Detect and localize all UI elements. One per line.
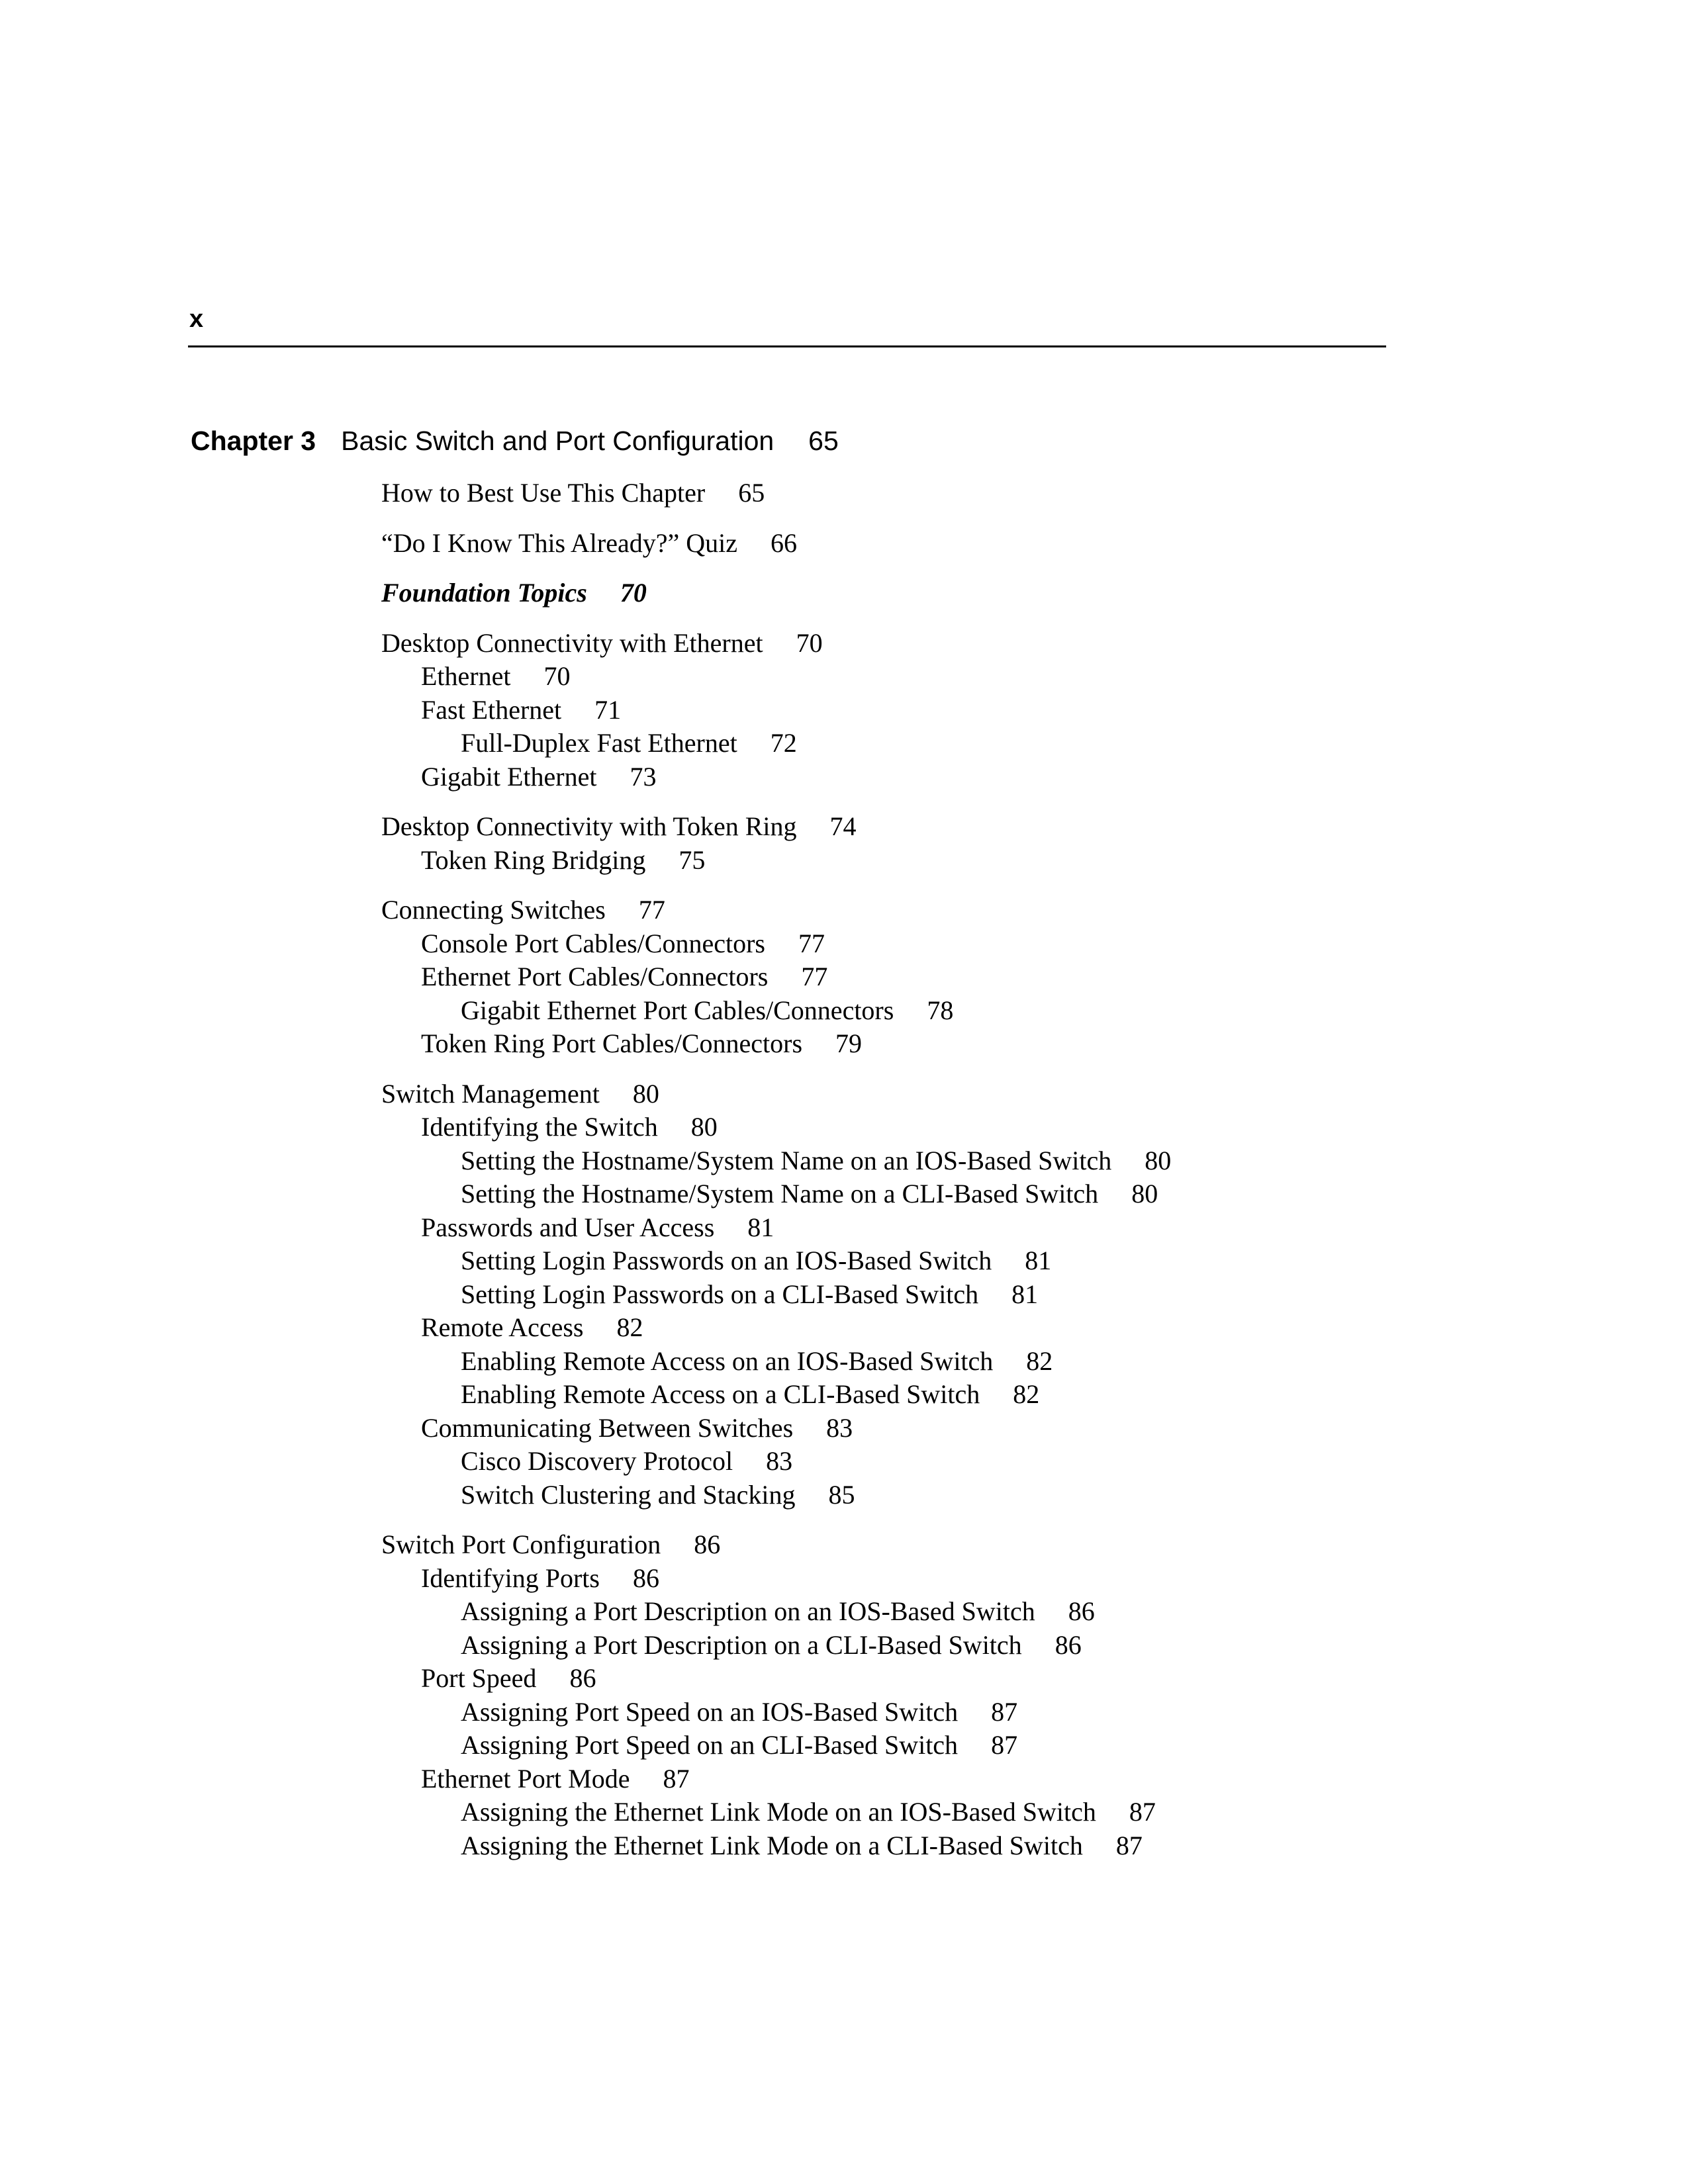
- entry-page-number: 79: [835, 1028, 863, 1058]
- entry-title: Identifying Ports: [421, 1563, 600, 1593]
- entry-title: Foundation Topics: [381, 578, 587, 608]
- toc-entry: [381, 1528, 1374, 1562]
- entry-page-number: 66: [771, 527, 798, 558]
- toc-entry: [381, 1696, 1374, 1729]
- toc-entry: [381, 994, 1374, 1028]
- toc-entry: [381, 1177, 1374, 1211]
- toc-entry: [381, 1311, 1374, 1345]
- entry-title: Assigning a Port Description on an IOS-Based Switch: [461, 1596, 1035, 1626]
- entry-title: Setting the Hostname/System Name on a CLI-Based Switch: [461, 1179, 1099, 1208]
- entry-title: Switch Management: [381, 1078, 600, 1109]
- entry-page-number: 80: [632, 1078, 659, 1109]
- toc-entry: [381, 627, 1374, 660]
- entry-page-number: 86: [632, 1563, 659, 1593]
- entry-page-number: 83: [826, 1412, 853, 1443]
- toc-entry: [381, 1479, 1374, 1512]
- chapter-page-number: 65: [808, 426, 839, 456]
- entry-title: Enabling Remote Access on a CLI-Based Switch: [461, 1379, 980, 1409]
- entry-page-number: 81: [747, 1212, 774, 1242]
- toc-entry: [381, 960, 1374, 994]
- toc-entry: [381, 1144, 1374, 1178]
- toc-entry: [381, 1595, 1374, 1629]
- entry-title: “Do I Know This Already?” Quiz: [381, 527, 738, 558]
- entry-page-number: 87: [663, 1763, 690, 1794]
- entry-title: Fast Ethernet: [421, 694, 562, 725]
- entry-page-number: 77: [801, 962, 828, 991]
- entry-title: Assigning the Ethernet Link Mode on a CLI-Based Switch: [461, 1830, 1083, 1860]
- toc-entry: [381, 760, 1374, 794]
- chapter-label: Chapter 3: [191, 426, 316, 456]
- toc-entry: [381, 1562, 1374, 1596]
- toc-entry: [381, 927, 1374, 961]
- entry-title: Gigabit Ethernet Port Cables/Connectors: [461, 995, 894, 1025]
- toc-entry: [381, 1762, 1374, 1796]
- page-number: x: [189, 305, 204, 333]
- entry-title: Enabling Remote Access on an IOS-Based Switch: [461, 1345, 994, 1376]
- table-of-contents: [381, 477, 1374, 1862]
- toc-entry: [381, 810, 1374, 844]
- toc-entry: [381, 694, 1374, 727]
- chapter-title: Basic Switch and Port Configuration: [341, 426, 774, 456]
- entry-page-number: 81: [1011, 1279, 1039, 1309]
- entry-page-number: 77: [798, 928, 825, 958]
- entry-page-number: 65: [738, 478, 765, 508]
- entry-title: Token Ring Bridging: [421, 844, 646, 875]
- toc-entry: [381, 893, 1374, 927]
- entry-title: Token Ring Port Cables/Connectors: [421, 1028, 803, 1058]
- entry-title: Full-Duplex Fast Ethernet: [461, 728, 737, 758]
- entry-page-number: 85: [828, 1479, 855, 1510]
- entry-page-number: 86: [569, 1663, 596, 1693]
- entry-title: Assigning Port Speed on an IOS-Based Switch: [461, 1696, 959, 1727]
- entry-page-number: 82: [616, 1312, 643, 1342]
- entry-page-number: 82: [1026, 1345, 1053, 1376]
- entry-page-number: 71: [594, 694, 622, 725]
- entry-page-number: 70: [543, 661, 571, 691]
- toc-entry: [381, 1244, 1374, 1278]
- entry-title: Passwords and User Access: [421, 1212, 715, 1242]
- entry-page-number: 80: [1131, 1179, 1158, 1208]
- entry-title: Ethernet Port Mode: [421, 1763, 630, 1794]
- entry-title: Cisco Discovery Protocol: [461, 1446, 733, 1476]
- entry-page-number: 77: [638, 895, 665, 925]
- toc-entry: [381, 1662, 1374, 1696]
- entry-page-number: 73: [630, 761, 657, 792]
- entry-page-number: 87: [991, 1696, 1018, 1727]
- entry-page-number: 80: [690, 1112, 718, 1142]
- entry-page-number: 70: [796, 627, 823, 658]
- entry-title: Setting Login Passwords on an IOS-Based Switch: [461, 1246, 992, 1275]
- entry-title: Connecting Switches: [381, 895, 606, 925]
- entry-title: Ethernet Port Cables/Connectors: [421, 962, 769, 991]
- toc-entry: [381, 1111, 1374, 1144]
- toc-entry: [381, 1729, 1374, 1762]
- entry-title: Setting Login Passwords on a CLI-Based Switch: [461, 1279, 979, 1309]
- entry-title: Switch Clustering and Stacking: [461, 1479, 796, 1510]
- entry-title: Communicating Between Switches: [421, 1412, 794, 1443]
- toc-entry: [381, 1412, 1374, 1445]
- toc-entry: [381, 1829, 1374, 1863]
- entry-page-number: 81: [1025, 1246, 1052, 1275]
- entry-title: Assigning the Ethernet Link Mode on an IOS-Based Switch: [461, 1797, 1096, 1827]
- toc-entry: [381, 477, 1374, 510]
- entry-title: How to Best Use This Chapter: [381, 478, 706, 508]
- toc-entry: [381, 1278, 1374, 1312]
- entry-title: Gigabit Ethernet: [421, 761, 597, 792]
- entry-title: Desktop Connectivity with Token Ring: [381, 811, 797, 841]
- entry-page-number: 78: [927, 995, 954, 1025]
- toc-entry: [381, 660, 1374, 694]
- entry-page-number: 82: [1013, 1379, 1040, 1409]
- entry-page-number: 70: [620, 578, 647, 608]
- toc-entry: [381, 1027, 1374, 1061]
- entry-title: Switch Port Configuration: [381, 1529, 661, 1559]
- toc-entry: [381, 1629, 1374, 1662]
- entry-page-number: 72: [770, 728, 797, 758]
- entry-title: Identifying the Switch: [421, 1112, 658, 1142]
- entry-page-number: 75: [679, 844, 706, 875]
- entry-title: Port Speed: [421, 1663, 537, 1693]
- toc-entry: [381, 1077, 1374, 1111]
- entry-title: Setting the Hostname/System Name on an IOS-Based Switch: [461, 1145, 1112, 1175]
- entry-title: Ethernet: [421, 661, 511, 691]
- toc-entry: [381, 1445, 1374, 1479]
- toc-entry: [381, 1796, 1374, 1829]
- entry-page-number: 83: [766, 1446, 793, 1476]
- entry-title: Assigning Port Speed on an CLI-Based Switch: [461, 1730, 959, 1760]
- toc-entry-foundation-topics: [381, 576, 1374, 610]
- toc-entry: [381, 1345, 1374, 1379]
- entry-page-number: 87: [1129, 1797, 1156, 1827]
- chapter-heading: [191, 424, 839, 458]
- entry-page-number: 86: [1055, 1629, 1082, 1660]
- header-rule: [188, 345, 1386, 347]
- entry-title: Console Port Cables/Connectors: [421, 928, 765, 958]
- entry-title: Assigning a Port Description on a CLI-Based Switch: [461, 1629, 1022, 1660]
- toc-entry: [381, 1211, 1374, 1245]
- entry-page-number: 86: [1068, 1596, 1095, 1626]
- entry-page-number: 86: [694, 1529, 721, 1559]
- entry-page-number: 87: [991, 1730, 1018, 1760]
- toc-entry: [381, 527, 1374, 561]
- entry-page-number: 74: [829, 811, 857, 841]
- entry-page-number: 87: [1115, 1830, 1143, 1860]
- toc-entry: [381, 844, 1374, 878]
- entry-page-number: 80: [1145, 1145, 1172, 1175]
- toc-entry: [381, 727, 1374, 760]
- entry-title: Desktop Connectivity with Ethernet: [381, 627, 763, 658]
- toc-entry: [381, 1378, 1374, 1412]
- entry-title: Remote Access: [421, 1312, 584, 1342]
